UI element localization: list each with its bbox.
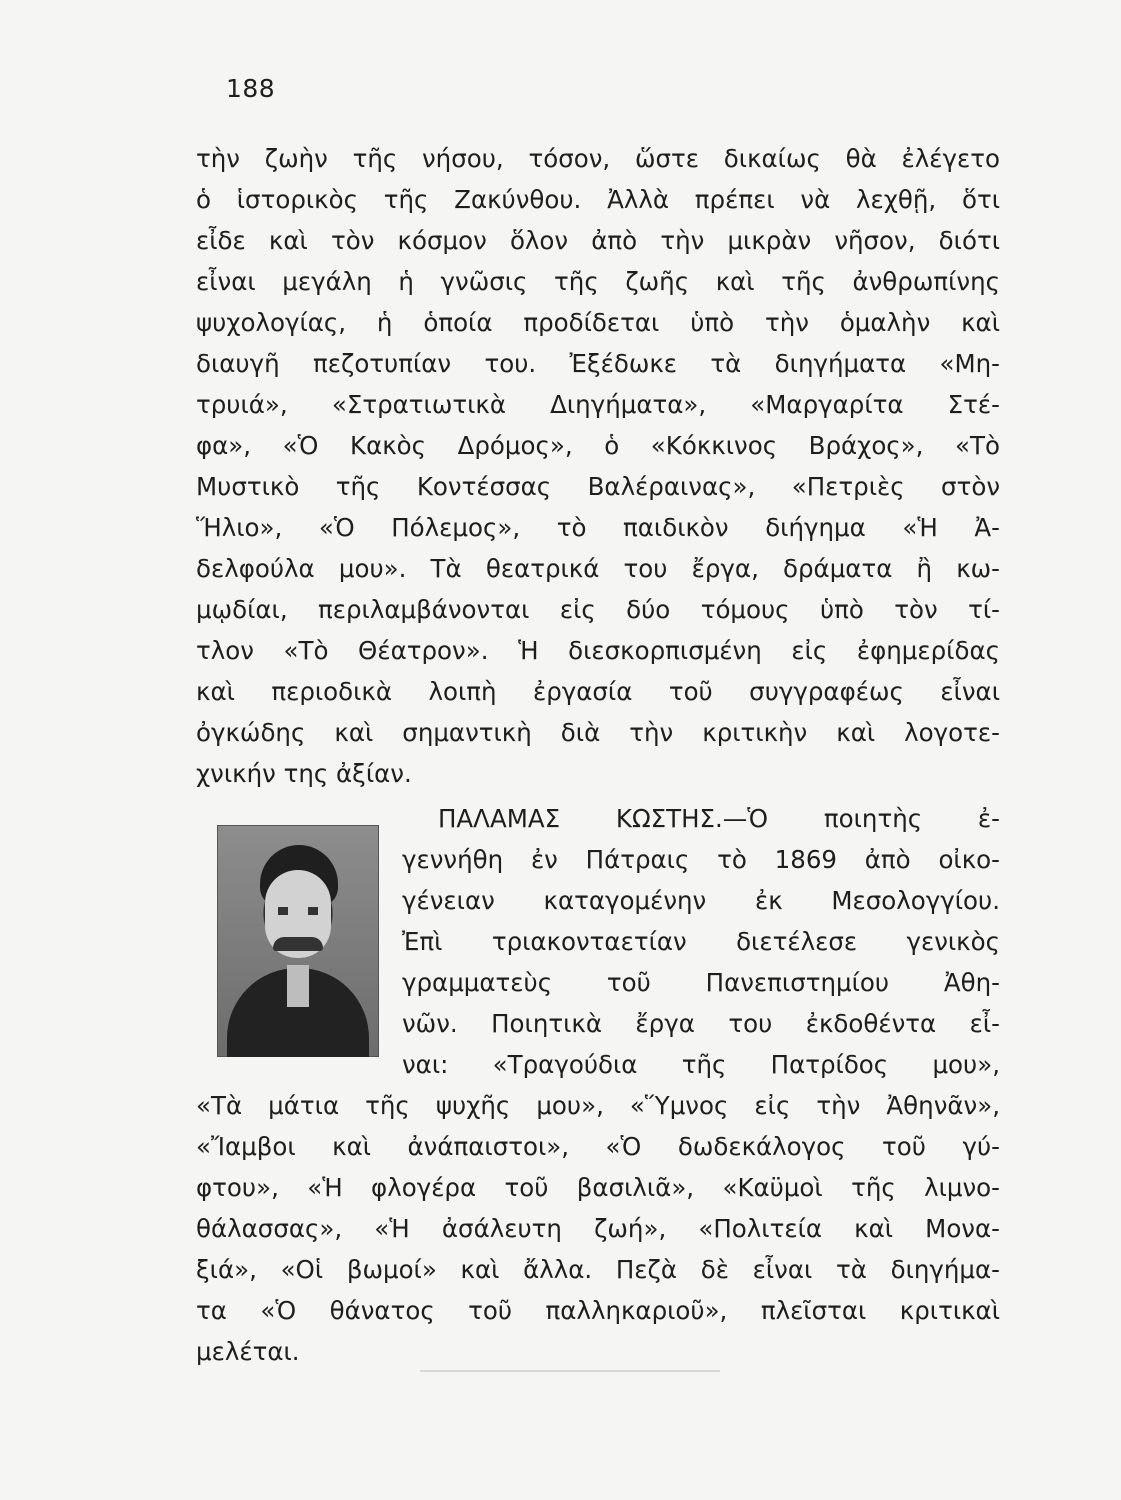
text-line-heading: ΠΑΛΑΜΑΣ ΚΩΣΤΗΣ.—Ὁ ποιητὴς ἐ- [438, 804, 1000, 833]
text-line: ξιά», «Οἱ βωμοί» καὶ ἄλλα. Πεζὰ δὲ εἶναι τὰ διηγήμα- [196, 1255, 1000, 1284]
text-line: «Τὰ μάτια τῆς ψυχῆς μου», «Ὕμνος εἰς τὴν Ἀθηνᾶν», [196, 1091, 1000, 1120]
text-line: καὶ περιοδικὰ λοιπὴ ἐργασία τοῦ συγγραφέως εἶναι [196, 677, 1000, 706]
text-line: ψυχολογίας, ἡ ὁποία προδίδεται ὑπὸ τὴν ὁμαλὴν καὶ [196, 308, 1000, 337]
text-line: ὀγκώδης καὶ σημαντικὴ διὰ τὴν κριτικὴν καὶ λογοτε- [196, 718, 1000, 747]
text-line: τλον «Τὸ Θέατρον». Ἡ διεσκορπισμένη εἰς ἐφημερίδας [196, 636, 1000, 665]
text-line: «Ἴαμβοι καὶ ἀνάπαιστοι», «Ὁ δωδεκάλογος τοῦ γύ- [196, 1132, 1000, 1161]
text-line: δελφούλα μου». Τὰ θεατρικά του ἔργα, δράματα ἢ κω- [196, 554, 1000, 583]
text-line: Μυστικὸ τῆς Κοντέσσας Βαλέραινας», «Πετριὲς στὸν [196, 472, 1000, 501]
text-line: τὴν ζωὴν τῆς νήσου, τόσον, ὥστε δικαίως θὰ ἐλέγετο [196, 144, 1000, 173]
text-line: θάλασσας», «Ἡ ἀσάλευτη ζωή», «Πολιτεία καὶ Μονα- [196, 1214, 1000, 1243]
text-line: γεννήθη ἐν Πάτραις τὸ 1869 ἀπὸ οἰκο- [402, 845, 1000, 874]
text-line: γραμματεὺς τοῦ Πανεπιστημίου Ἀθη- [402, 968, 1000, 997]
text-line: ναι: «Τραγούδια τῆς Πατρίδος μου», [402, 1050, 1000, 1079]
text-line: χνικήν της ἀξίαν. [196, 759, 412, 788]
text-line: γένειαν καταγομένην ἐκ Μεσολογγίου. [402, 886, 1000, 915]
page-number: 188 [226, 74, 276, 103]
text-line: φα», «Ὁ Κακὸς Δρόμος», ὁ «Κόκκινος Βράχος», «Τὸ [196, 431, 1000, 460]
text-line: μελέται. [196, 1337, 300, 1366]
text-line: μῳδίαι, περιλαμβάνονται εἰς δύο τόμους ὑπὸ τὸν τί- [196, 595, 1000, 624]
bleed-through-mark [420, 1370, 720, 1372]
text-line: τρυιά», «Στρατιωτικὰ Διηγήματα», «Μαργαρίτα Στέ- [196, 390, 1000, 419]
text-line: Ἥλιο», «Ὁ Πόλεμος», τὸ παιδικὸν διήγημα «Ἡ Ἀ- [196, 513, 1000, 542]
text-line: διαυγῆ πεζοτυπίαν του. Ἐξέδωκε τὰ διηγήματα «Μη- [196, 349, 1000, 378]
text-line: τα «Ὁ θάνατος τοῦ παλληκαριοῦ», πλεῖσται κριτικαὶ [196, 1296, 1000, 1325]
text-line: φτου», «Ἡ φλογέρα τοῦ βασιλιᾶ», «Καϋμοὶ τῆς λιμνο- [196, 1173, 1000, 1202]
text-line: νῶν. Ποιητικὰ ἔργα του ἐκδοθέντα εἶ- [402, 1009, 1000, 1038]
text-line: ὁ ἱστορικὸς τῆς Ζακύνθου. Ἀλλὰ πρέπει νὰ λεχθῇ, ὅτι [196, 185, 1000, 214]
text-line: εἶδε καὶ τὸν κόσμον ὅλον ἀπὸ τὴν μικρὰν νῆσον, διότι [196, 226, 1000, 255]
portrait-photo [217, 825, 379, 1057]
text-line: Ἐπὶ τριακονταετίαν διετέλεσε γενικὸς [402, 927, 1000, 956]
text-line: εἶναι μεγάλη ἡ γνῶσις τῆς ζωῆς καὶ τῆς ἀνθρωπίνης [196, 267, 1000, 296]
